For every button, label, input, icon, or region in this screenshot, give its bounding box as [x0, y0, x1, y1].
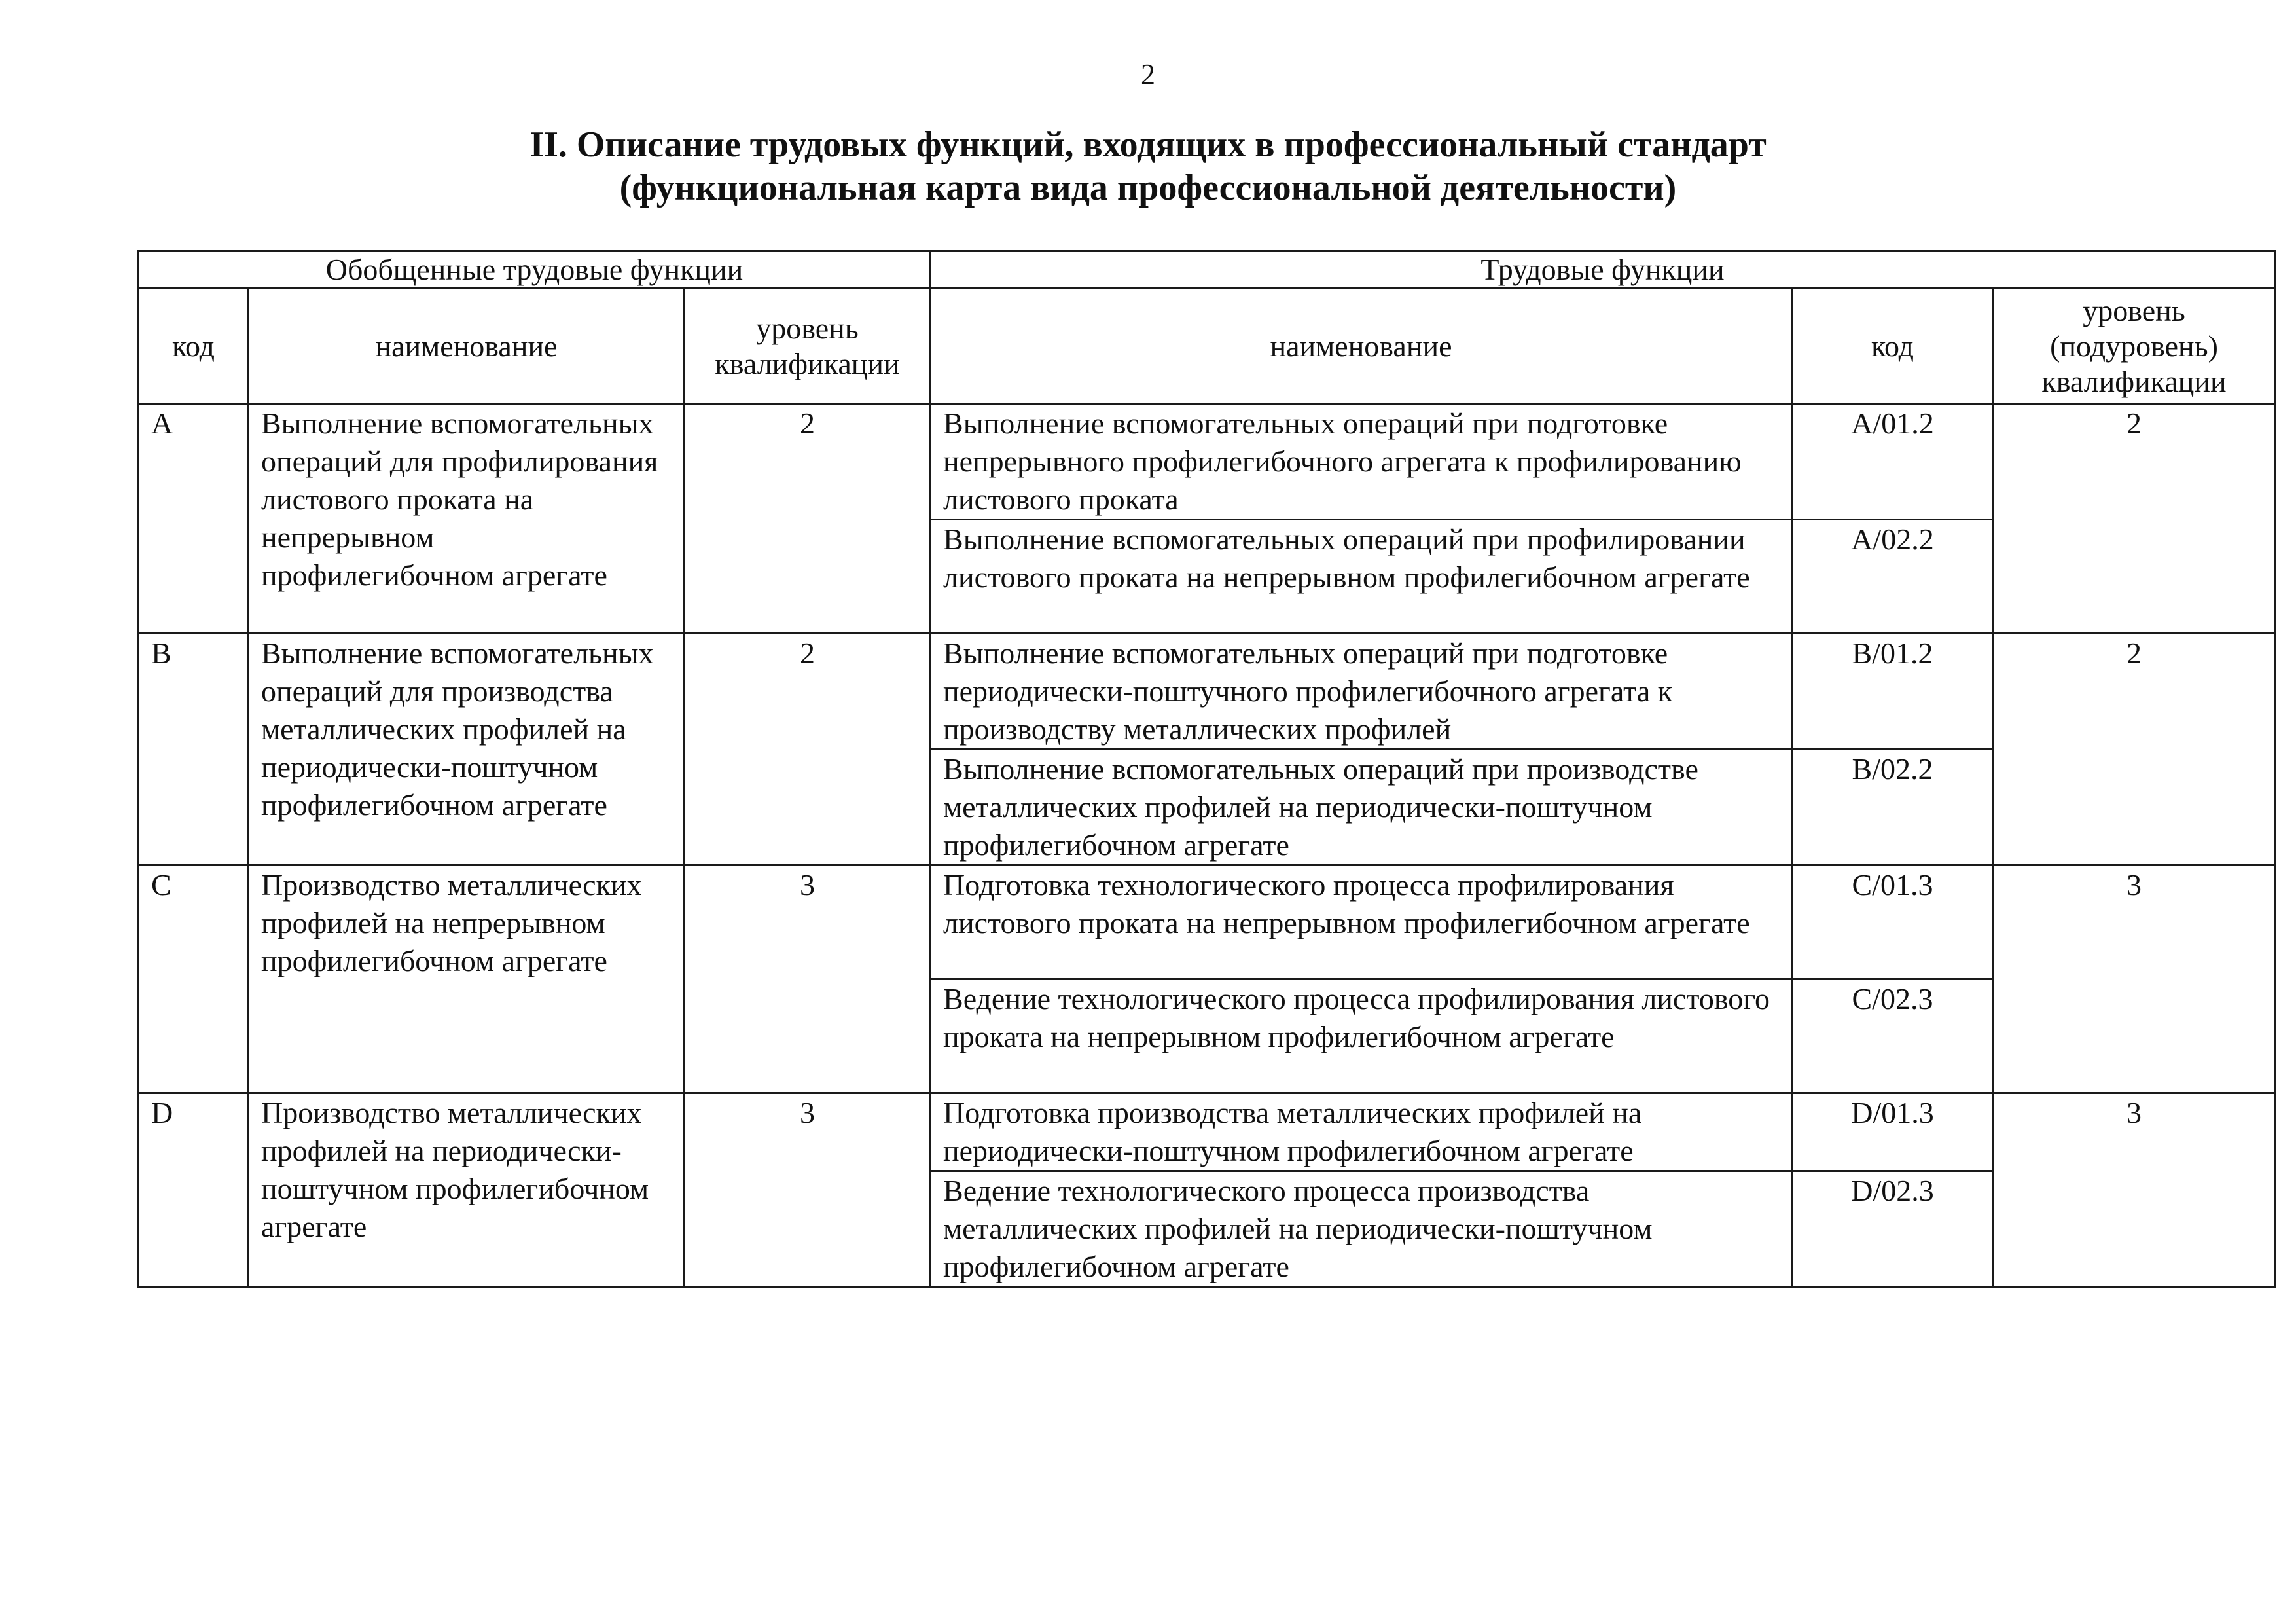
otf-name-header: наименование: [249, 289, 685, 404]
tf-code-cell: B/02.2: [1792, 750, 1994, 866]
page-number: 2: [1141, 58, 1155, 90]
tf-code-cell: B/01.2: [1792, 634, 1994, 750]
tf-name-cell: Выполнение вспомогательных операций при профилировании листового проката на непрерывном профилегибочном агрегате: [931, 520, 1792, 634]
otf-level-cell: 3: [685, 1093, 931, 1287]
otf-name-cell: Выполнение вспомогательных операций для производства металлических профилей на периодически-поштучном профилегибочном агрегате: [249, 634, 685, 866]
tf-name-cell: Ведение технологического процесса профилирования листового проката на непрерывном профилегибочном агрегате: [931, 979, 1792, 1093]
page-title: [0, 123, 2296, 210]
otf-level-cell: 2: [685, 404, 931, 634]
otf-code-header: код: [139, 289, 249, 404]
table-row: [139, 1093, 2275, 1171]
tf-level-cell: 3: [1994, 866, 2275, 1093]
otf-name-cell: Производство металлических профилей на периодически-поштучном профилегибочном агрегате: [249, 1093, 685, 1287]
table-row: [139, 634, 2275, 750]
title-line-1: II. Описание трудовых функций, входящих в профессиональный стандарт: [529, 124, 1767, 165]
tf-name-cell: Подготовка технологического процесса профилирования листового проката на непрерывном профилегибочном агрегате: [931, 866, 1792, 979]
tf-code-cell: A/02.2: [1792, 520, 1994, 634]
otf-name-cell: Выполнение вспомогательных операций для профилирования листового проката на непрерывном профилегибочном агрегате: [249, 404, 685, 634]
tf-level-cell: 2: [1994, 404, 2275, 634]
otf-code-cell: A: [139, 404, 249, 634]
tf-code-cell: D/01.3: [1792, 1093, 1994, 1171]
tf-level-header: уровень (подуровень) квалификации: [1994, 289, 2275, 404]
tf-name-cell: Выполнение вспомогательных операций при подготовке периодически-поштучного профилегибочного агрегата к производству металлических профилей: [931, 634, 1792, 750]
tf-code-header: код: [1792, 289, 1994, 404]
table-row: [139, 866, 2275, 979]
otf-code-cell: C: [139, 866, 249, 1093]
tf-name-cell: Выполнение вспомогательных операций при производстве металлических профилей на периодически-поштучном профилегибочном агрегате: [931, 750, 1792, 866]
otf-level-cell: 2: [685, 634, 931, 866]
otf-name-cell: Производство металлических профилей на непрерывном профилегибочном агрегате: [249, 866, 685, 1093]
tf-code-cell: C/02.3: [1792, 979, 1994, 1093]
tf-code-cell: A/01.2: [1792, 404, 1994, 520]
tf-level-cell: 3: [1994, 1093, 2275, 1287]
functional-map-table: [137, 250, 2276, 1288]
tf-level-cell: 2: [1994, 634, 2275, 866]
tf-name-cell: Ведение технологического процесса производства металлических профилей на периодически-поштучном профилегибочном агрегате: [931, 1171, 1792, 1287]
tf-name-cell: Выполнение вспомогательных операций при подготовке непрерывного профилегибочного агрегата к профилированию листового проката: [931, 404, 1792, 520]
tf-code-cell: C/01.3: [1792, 866, 1994, 979]
tf-code-cell: D/02.3: [1792, 1171, 1994, 1287]
otf-code-cell: B: [139, 634, 249, 866]
otf-level-header: уровень квалификации: [685, 289, 931, 404]
labor-functions-header: Трудовые функции: [931, 251, 2275, 289]
table-row: [139, 404, 2275, 520]
otf-code-cell: D: [139, 1093, 249, 1287]
generalized-functions-header: Обобщенные трудовые функции: [139, 251, 931, 289]
tf-name-header: наименование: [931, 289, 1792, 404]
tf-name-cell: Подготовка производства металлических профилей на периодически-поштучном профилегибочном агрегате: [931, 1093, 1792, 1171]
otf-level-cell: 3: [685, 866, 931, 1093]
title-line-2: (функциональная карта вида профессиональной деятельности): [619, 168, 1677, 208]
